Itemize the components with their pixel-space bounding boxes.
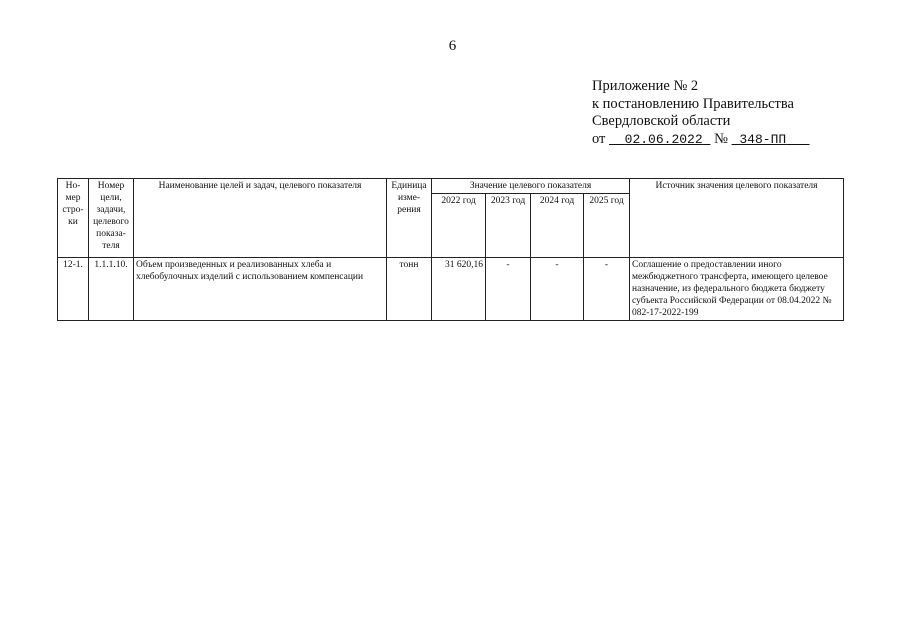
header-year-2022: 2022 год <box>432 194 486 258</box>
header-year-2025: 2025 год <box>584 194 630 258</box>
header-values-group: Значение целевого показателя <box>432 179 630 194</box>
table-header-row <box>58 179 844 194</box>
header-unit: Единица изме-рения <box>387 179 432 258</box>
appendix-date-line <box>592 131 810 149</box>
page-number: 6 <box>448 38 457 54</box>
goal-name: Объем произведенных и реализованных хлеба и хлебобулочных изделий с использованием компенсации <box>134 258 387 321</box>
goals-table <box>57 178 844 321</box>
number-prefix: № <box>714 130 728 147</box>
value-2022: 31 620,16 <box>432 258 486 321</box>
goal-number: 1.1.1.10. <box>89 258 134 321</box>
header-year-2023: 2023 год <box>486 194 531 258</box>
unit: тонн <box>387 258 432 321</box>
row-number: 12-1. <box>58 258 89 321</box>
value-2024: - <box>531 258 584 321</box>
header-year-2024: 2024 год <box>531 194 584 258</box>
header-goal-number: Номер цели, задачи, целевого показа-теля <box>89 179 134 258</box>
resolution-date-value: 02.06.2022 <box>624 131 703 147</box>
value-source: Соглашение о предоставлении иного межбюджетного трансферта, имеющего целевое назначение, из федерального бюджета бюджету субъекта Российской Федерации от 08.04.2022 № 082-17-2022-199 <box>630 258 844 321</box>
value-2023: - <box>486 258 531 321</box>
appendix-region-line: Свердловской области <box>592 113 731 129</box>
value-2025: - <box>584 258 630 321</box>
table-row <box>58 258 844 321</box>
resolution-number-value: 348-ПП <box>739 131 787 147</box>
date-prefix: от <box>592 130 606 147</box>
appendix-block <box>592 78 810 148</box>
header-name: Наименование целей и задач, целевого показателя <box>134 179 387 258</box>
header-source: Источник значения целевого показателя <box>630 179 844 258</box>
appendix-resolution-line: к постановлению Правительства <box>592 95 794 112</box>
resolution-number <box>732 132 810 147</box>
appendix-title: Приложение № 2 <box>592 78 699 94</box>
resolution-date <box>609 132 710 147</box>
header-row-number: Но-мер стро-ки <box>58 179 89 258</box>
